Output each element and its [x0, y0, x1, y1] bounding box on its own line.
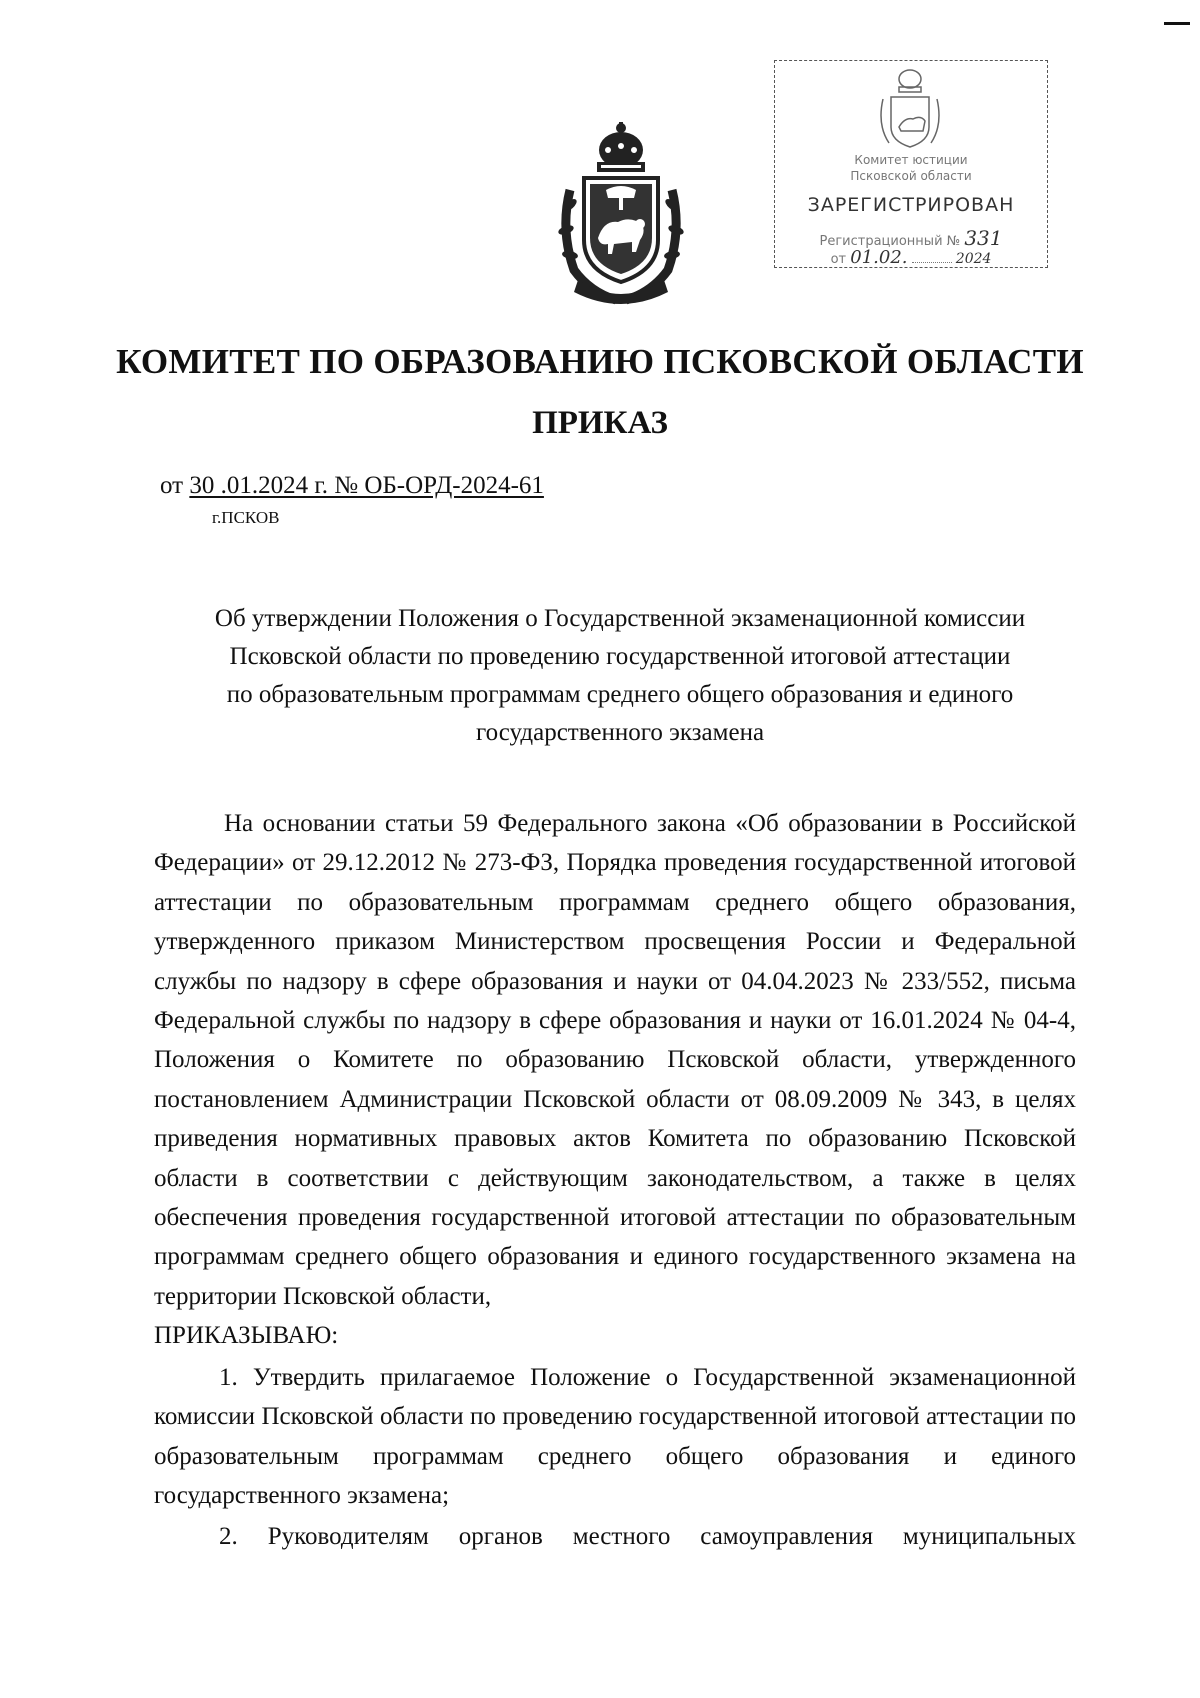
document-kind: ПРИКАЗ: [532, 405, 668, 441]
pskov-coat-of-arms-icon: [556, 120, 686, 310]
stamp-reg-label: Регистрационный №: [819, 234, 961, 249]
stamp-date-year: 2024: [955, 251, 992, 267]
order-item-1: 1. Утвердить прилагаемое Положение о Государственной экзаменационной комиссии Псковской области по проведению государственной итоговой аттестации по образовательным программам среднего общего образования и единого государственного экзамена;: [154, 1363, 1076, 1509]
stamp-status: ЗАРЕГИСТРИРОВАН: [807, 194, 1015, 216]
subject-line: по образовательным программам среднего общего образования и единого: [226, 681, 1014, 708]
stamp-emblem-icon: [875, 65, 945, 153]
stamp-date: [775, 247, 1047, 268]
preamble-paragraph: На основании статьи 59 Федерального закона «Об образовании в Российской Федерации» от 29.12.2012 № 273-ФЗ, Порядка проведения государственной итоговой аттестации по образовательным программам среднего общего образования, утвержденного приказом Министерством просвещения России и Федеральной службы по надзору в сфере образования и науки от 04.04.2023 № 233/552, письма Федеральной службы по надзору в сфере образования и науки от 16.01.2024 № 04-4, Положения о Комитете по образованию Псковской области, утвержденного постановлением Администрации Псковской области от 08.09.2009 № 343, в целях приведения нормативных правовых актов Комитета по образованию Псковской области в соответствии с действующим законодательством, а также в целях обеспечения проведения государственной итоговой аттестации по образовательным программам среднего общего образования и единого государственного экзамена на территории Псковской области,: [154, 810, 1076, 1310]
registration-stamp: [774, 60, 1048, 268]
organization-title: КОМИТЕТ ПО ОБРАЗОВАНИЮ ПСКОВСКОЙ ОБЛАСТИ: [116, 342, 1084, 381]
stamp-org-line2: Псковской области: [850, 169, 972, 183]
stamp-date-prefix: от: [830, 252, 847, 267]
stamp-reg-number: 331: [964, 226, 1003, 250]
order-item-2: 2. Руководителям органов местного самоуправления муниципальных: [219, 1523, 1076, 1551]
corner-mark: [1164, 22, 1190, 25]
stamp-date-value: 01.02.: [850, 247, 908, 268]
stamp-org-line1: Комитет юстиции: [854, 153, 968, 167]
order-body: [154, 804, 1076, 1557]
order-date-prefix: от: [160, 472, 184, 499]
order-city: г.ПСКОВ: [212, 508, 280, 527]
subject-line: Псковской области по проведению государственной итоговой аттестации: [229, 643, 1011, 670]
order-date-line: [160, 472, 544, 500]
order-date-number: 30 .01.2024 г. № ОБ-ОРД-2024-61: [189, 472, 544, 499]
subject-line: Об утверждении Положения о Государственной экзаменационной комиссии: [214, 605, 1026, 632]
subject-line: государственного экзамена: [475, 719, 765, 746]
order-word: ПРИКАЗЫВАЮ:: [154, 1322, 339, 1350]
order-subject: [150, 600, 1090, 752]
